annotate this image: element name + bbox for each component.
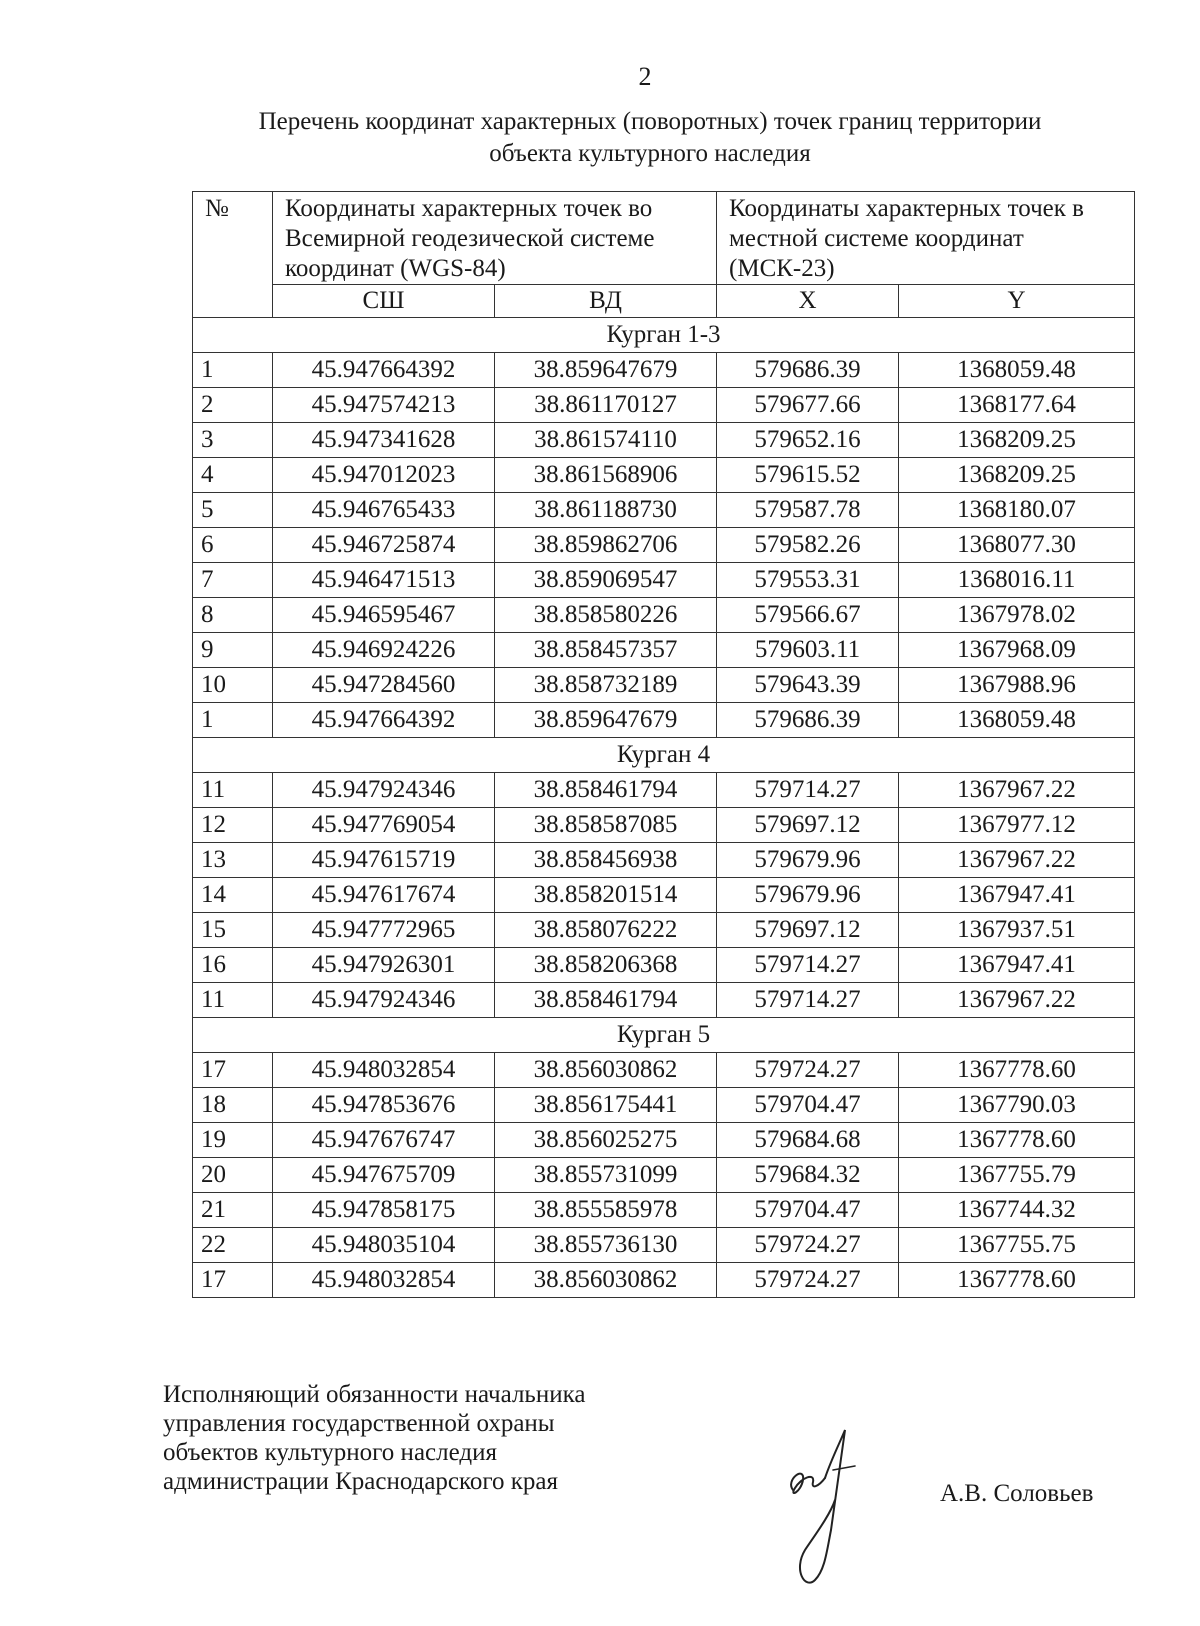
longitude-cell: 38.855585978 bbox=[495, 1193, 717, 1228]
y-cell: 1367947.41 bbox=[899, 878, 1135, 913]
y-cell: 1367778.60 bbox=[899, 1053, 1135, 1088]
latitude-cell: 45.947617674 bbox=[273, 878, 495, 913]
table-row bbox=[193, 388, 1135, 423]
table-row bbox=[193, 1053, 1135, 1088]
point-number: 7 bbox=[193, 563, 273, 598]
longitude-cell: 38.861188730 bbox=[495, 493, 717, 528]
latitude-cell: 45.948035104 bbox=[273, 1228, 495, 1263]
table-body bbox=[193, 318, 1135, 1298]
latitude-cell: 45.947664392 bbox=[273, 703, 495, 738]
x-cell: 579714.27 bbox=[717, 983, 899, 1018]
table-row bbox=[193, 563, 1135, 598]
latitude-cell: 45.947341628 bbox=[273, 423, 495, 458]
longitude-cell: 38.856030862 bbox=[495, 1263, 717, 1298]
point-number: 19 bbox=[193, 1123, 273, 1158]
x-cell: 579724.27 bbox=[717, 1053, 899, 1088]
y-cell: 1367967.22 bbox=[899, 843, 1135, 878]
table-row bbox=[193, 633, 1135, 668]
group-name: Курган 1-3 bbox=[193, 318, 1135, 353]
longitude-cell: 38.856030862 bbox=[495, 1053, 717, 1088]
point-number: 12 bbox=[193, 808, 273, 843]
table-row bbox=[193, 1263, 1135, 1298]
point-number: 5 bbox=[193, 493, 273, 528]
document-title bbox=[150, 106, 1150, 170]
x-cell: 579686.39 bbox=[717, 353, 899, 388]
y-cell: 1367947.41 bbox=[899, 948, 1135, 983]
point-number: 20 bbox=[193, 1158, 273, 1193]
group-header-row bbox=[193, 738, 1135, 773]
table-row bbox=[193, 948, 1135, 983]
y-cell: 1367937.51 bbox=[899, 913, 1135, 948]
x-cell: 579686.39 bbox=[717, 703, 899, 738]
latitude-cell: 45.948032854 bbox=[273, 1053, 495, 1088]
table-row bbox=[193, 598, 1135, 633]
y-cell: 1367968.09 bbox=[899, 633, 1135, 668]
y-cell: 1367755.79 bbox=[899, 1158, 1135, 1193]
signer-position bbox=[163, 1380, 683, 1496]
signer-position-line: Исполняющий обязанности начальника bbox=[163, 1381, 586, 1408]
signer-name: А.В. Соловьев bbox=[940, 1480, 1094, 1507]
longitude-cell: 38.861170127 bbox=[495, 388, 717, 423]
longitude-cell: 38.858461794 bbox=[495, 773, 717, 808]
group-header-row bbox=[193, 318, 1135, 353]
point-number: 16 bbox=[193, 948, 273, 983]
longitude-cell: 38.856175441 bbox=[495, 1088, 717, 1123]
y-cell: 1367778.60 bbox=[899, 1263, 1135, 1298]
table-row bbox=[193, 1088, 1135, 1123]
y-cell: 1367744.32 bbox=[899, 1193, 1135, 1228]
page-number: 2 bbox=[638, 62, 652, 91]
latitude-cell: 45.946725874 bbox=[273, 528, 495, 563]
header-wgs84: Координаты характерных точек во Всемирной геодезической системе координат (WGS-84) bbox=[273, 192, 717, 285]
latitude-cell: 45.947574213 bbox=[273, 388, 495, 423]
table-row bbox=[193, 458, 1135, 493]
table-row bbox=[193, 423, 1135, 458]
coordinates-table bbox=[192, 191, 1135, 1298]
point-number: 9 bbox=[193, 633, 273, 668]
table-row bbox=[193, 843, 1135, 878]
table-row bbox=[193, 773, 1135, 808]
longitude-cell: 38.861574110 bbox=[495, 423, 717, 458]
table-row bbox=[193, 913, 1135, 948]
longitude-cell: 38.858206368 bbox=[495, 948, 717, 983]
longitude-cell: 38.858076222 bbox=[495, 913, 717, 948]
y-cell: 1368180.07 bbox=[899, 493, 1135, 528]
latitude-cell: 45.947675709 bbox=[273, 1158, 495, 1193]
group-name: Курган 5 bbox=[193, 1018, 1135, 1053]
point-number: 18 bbox=[193, 1088, 273, 1123]
y-cell: 1367967.22 bbox=[899, 773, 1135, 808]
latitude-cell: 45.946924226 bbox=[273, 633, 495, 668]
latitude-cell: 45.947772965 bbox=[273, 913, 495, 948]
x-cell: 579684.68 bbox=[717, 1123, 899, 1158]
latitude-cell: 45.947924346 bbox=[273, 983, 495, 1018]
point-number: 4 bbox=[193, 458, 273, 493]
signer-position-line: объектов культурного наследия bbox=[163, 1439, 497, 1466]
y-cell: 1367755.75 bbox=[899, 1228, 1135, 1263]
x-cell: 579553.31 bbox=[717, 563, 899, 598]
longitude-cell: 38.858201514 bbox=[495, 878, 717, 913]
group-header-row bbox=[193, 1018, 1135, 1053]
longitude-cell: 38.858457357 bbox=[495, 633, 717, 668]
point-number: 6 bbox=[193, 528, 273, 563]
x-cell: 579704.47 bbox=[717, 1088, 899, 1123]
title-line-1: Перечень координат характерных (поворотных) точек границ территории bbox=[258, 108, 1042, 135]
latitude-cell: 45.946765433 bbox=[273, 493, 495, 528]
table-row bbox=[193, 878, 1135, 913]
point-number: 2 bbox=[193, 388, 273, 423]
latitude-cell: 45.947926301 bbox=[273, 948, 495, 983]
table-row bbox=[193, 1158, 1135, 1193]
point-number: 11 bbox=[193, 983, 273, 1018]
point-number: 22 bbox=[193, 1228, 273, 1263]
title-line-2: объекта культурного наследия bbox=[489, 140, 811, 167]
y-cell: 1367977.12 bbox=[899, 808, 1135, 843]
handwritten-signature bbox=[775, 1420, 885, 1600]
x-cell: 579615.52 bbox=[717, 458, 899, 493]
latitude-cell: 45.947853676 bbox=[273, 1088, 495, 1123]
y-cell: 1368059.48 bbox=[899, 353, 1135, 388]
header-longitude: ВД bbox=[495, 285, 717, 318]
x-cell: 579582.26 bbox=[717, 528, 899, 563]
y-cell: 1368077.30 bbox=[899, 528, 1135, 563]
table-row bbox=[193, 983, 1135, 1018]
table-row bbox=[193, 703, 1135, 738]
signer-position-line: администрации Краснодарского края bbox=[163, 1468, 559, 1495]
y-cell: 1367988.96 bbox=[899, 668, 1135, 703]
longitude-cell: 38.858456938 bbox=[495, 843, 717, 878]
point-number: 17 bbox=[193, 1053, 273, 1088]
x-cell: 579714.27 bbox=[717, 773, 899, 808]
y-cell: 1367967.22 bbox=[899, 983, 1135, 1018]
table-row bbox=[193, 1123, 1135, 1158]
table-row bbox=[193, 1228, 1135, 1263]
latitude-cell: 45.947664392 bbox=[273, 353, 495, 388]
point-number: 3 bbox=[193, 423, 273, 458]
longitude-cell: 38.856025275 bbox=[495, 1123, 717, 1158]
longitude-cell: 38.859647679 bbox=[495, 353, 717, 388]
point-number: 17 bbox=[193, 1263, 273, 1298]
header-msk23: Координаты характерных точек в местной системе координат (МСК-23) bbox=[717, 192, 1135, 285]
x-cell: 579677.66 bbox=[717, 388, 899, 423]
header-number: № bbox=[193, 192, 273, 318]
latitude-cell: 45.947615719 bbox=[273, 843, 495, 878]
x-cell: 579679.96 bbox=[717, 878, 899, 913]
y-cell: 1367978.02 bbox=[899, 598, 1135, 633]
longitude-cell: 38.858580226 bbox=[495, 598, 717, 633]
x-cell: 579566.67 bbox=[717, 598, 899, 633]
header-latitude: СШ bbox=[273, 285, 495, 318]
latitude-cell: 45.947676747 bbox=[273, 1123, 495, 1158]
latitude-cell: 45.947769054 bbox=[273, 808, 495, 843]
point-number: 13 bbox=[193, 843, 273, 878]
longitude-cell: 38.855736130 bbox=[495, 1228, 717, 1263]
latitude-cell: 45.947284560 bbox=[273, 668, 495, 703]
latitude-cell: 45.948032854 bbox=[273, 1263, 495, 1298]
x-cell: 579724.27 bbox=[717, 1263, 899, 1298]
longitude-cell: 38.861568906 bbox=[495, 458, 717, 493]
x-cell: 579679.96 bbox=[717, 843, 899, 878]
table-row bbox=[193, 808, 1135, 843]
x-cell: 579724.27 bbox=[717, 1228, 899, 1263]
x-cell: 579684.32 bbox=[717, 1158, 899, 1193]
point-number: 1 bbox=[193, 353, 273, 388]
header-x: X bbox=[717, 285, 899, 318]
header-y: Y bbox=[899, 285, 1135, 318]
table-subheader-row bbox=[193, 285, 1135, 318]
table-row bbox=[193, 493, 1135, 528]
x-cell: 579643.39 bbox=[717, 668, 899, 703]
point-number: 10 bbox=[193, 668, 273, 703]
signer-position-line: управления государственной охраны bbox=[163, 1410, 555, 1437]
point-number: 8 bbox=[193, 598, 273, 633]
y-cell: 1367778.60 bbox=[899, 1123, 1135, 1158]
x-cell: 579714.27 bbox=[717, 948, 899, 983]
latitude-cell: 45.947858175 bbox=[273, 1193, 495, 1228]
latitude-cell: 45.946471513 bbox=[273, 563, 495, 598]
point-number: 15 bbox=[193, 913, 273, 948]
point-number: 14 bbox=[193, 878, 273, 913]
y-cell: 1368016.11 bbox=[899, 563, 1135, 598]
point-number: 21 bbox=[193, 1193, 273, 1228]
x-cell: 579603.11 bbox=[717, 633, 899, 668]
x-cell: 579697.12 bbox=[717, 913, 899, 948]
x-cell: 579652.16 bbox=[717, 423, 899, 458]
longitude-cell: 38.859069547 bbox=[495, 563, 717, 598]
table-row bbox=[193, 668, 1135, 703]
y-cell: 1368177.64 bbox=[899, 388, 1135, 423]
longitude-cell: 38.858587085 bbox=[495, 808, 717, 843]
x-cell: 579697.12 bbox=[717, 808, 899, 843]
y-cell: 1368209.25 bbox=[899, 458, 1135, 493]
y-cell: 1368059.48 bbox=[899, 703, 1135, 738]
x-cell: 579704.47 bbox=[717, 1193, 899, 1228]
x-cell: 579587.78 bbox=[717, 493, 899, 528]
point-number: 11 bbox=[193, 773, 273, 808]
longitude-cell: 38.858461794 bbox=[495, 983, 717, 1018]
table-row bbox=[193, 1193, 1135, 1228]
point-number: 1 bbox=[193, 703, 273, 738]
longitude-cell: 38.859647679 bbox=[495, 703, 717, 738]
y-cell: 1367790.03 bbox=[899, 1088, 1135, 1123]
longitude-cell: 38.858732189 bbox=[495, 668, 717, 703]
latitude-cell: 45.946595467 bbox=[273, 598, 495, 633]
table-row bbox=[193, 353, 1135, 388]
group-name: Курган 4 bbox=[193, 738, 1135, 773]
table-row bbox=[193, 528, 1135, 563]
longitude-cell: 38.859862706 bbox=[495, 528, 717, 563]
table-header-row bbox=[193, 192, 1135, 285]
latitude-cell: 45.947924346 bbox=[273, 773, 495, 808]
latitude-cell: 45.947012023 bbox=[273, 458, 495, 493]
y-cell: 1368209.25 bbox=[899, 423, 1135, 458]
longitude-cell: 38.855731099 bbox=[495, 1158, 717, 1193]
